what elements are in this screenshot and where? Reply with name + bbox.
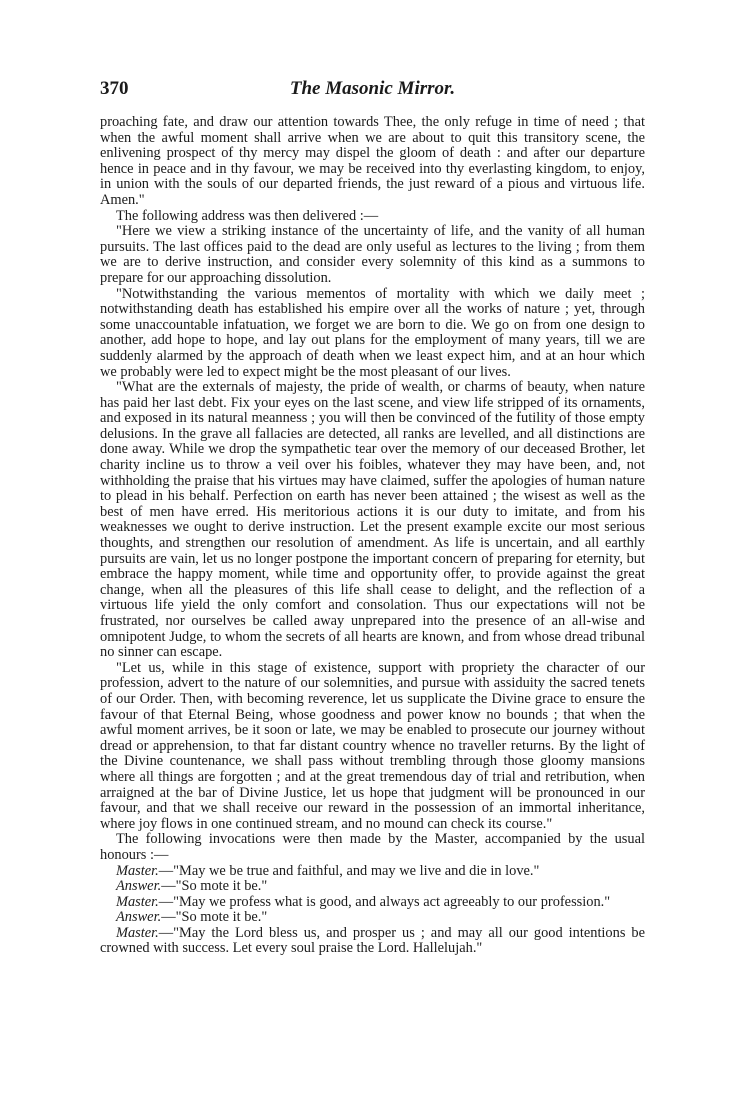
invocation-text: —"May we be true and faithful, and may we live and die in love." [158,862,540,879]
speaker-label: Answer. [116,878,162,895]
invocation-line [100,895,645,911]
invocation-line [100,910,645,926]
invocation-text: —"So mote it be." [161,878,268,895]
article-body [100,115,645,957]
paragraph-address-3: "What are the externals of majesty, the pride of wealth, or charms of beauty, when nature has paid her last debt. Fix your eyes on the last scene, and view life stripped of its ornaments, and exposed in its natural meanness ; you will then be convinced of the futility of those empty delusions. In the grave all fallacies are detected, all ranks are levelled, and all distinctions are done away. While we drop the sympathetic tear over the memory of our deceased Brother, let charity incline us to throw a veil over his foibles, whatever they may have been, and, not withholding the praise that his virtues may have claimed, suffer the apologies of human nature to plead in his behalf. Perfection on earth has never been attained ; the wisest as well as the best of men have erred. His meritorious actions it is our duty to imitate, and from his weaknesses we ought to derive instruction. Let the present example excite our most serious thoughts, and strengthen our resolution of amendment. As life is uncertain, and all earthly pursuits are vain, let us no longer postpone the important concern of preparing for eternity, but embrace the happy moment, while time and opportunity offer, to provide against the great change, when all the pleasures of this life shall cease to delight, and the reflection of a virtuous life yield the only comfort and consolation. Thus our expectations will not be frustrated, nor ourselves be called away unprepared into the presence of an all-wise and omnipotent Judge, to whom the secrets of all hearts are known, and from whose dread tribunal no sinner can escape. [100,379,645,661]
speaker-label: Master. [116,924,159,941]
paragraph-invocations-intro: The following invocations were then made by the Master, accompanied by the usual honours :— [100,831,645,863]
journal-title: The Masonic Mirror. [289,78,456,99]
running-head [100,78,645,102]
paragraph-address-4: "Let us, while in this stage of existence, support with propriety the character of our profession, advert to the nature of our solemnities, and pursue with assiduity the sacred tenets of our Order. Then, with becoming reverence, let us supplicate the Divine grace to ensure the favour of that Eternal Being, whose goodness and power know no bounds ; that when the awful moment arrives, be it soon or late, we may be enabled to prosecute our journey without dread or apprehension, to that far distant country whence no traveller returns. By the light of the Divine countenance, we shall pass without trembling through those gloomy mansions where all things are forgotten ; and at the great tremendous day of trial and retribution, when arraigned at the bar of Divine Justice, let us hope that judgment will be pronounced in our favour, and that we shall receive our reward in the possession of an immortal inheritance, where joy flows in one continued stream, and no mound can check its course." [100,659,645,832]
invocation-line [100,864,645,880]
paragraph-address-1: "Here we view a striking instance of the uncertainty of life, and the vanity of all human pursuits. The last offices paid to the dead are only useful as lectures to the living ; from them we are to derive instruction, and consider every solemnity of this kind as a summons to prepare for our approaching dissolution. [100,223,645,286]
paragraph-address-2: "Notwithstanding the various mementos of mortality with which we daily meet ; notwithstanding death has established his empire over all the works of nature ; yet, through some unaccountable infatuation, we forget we are born to die. We go on from one design to another, add hope to hope, and lay out plans for the employment of many years, till we are suddenly alarmed by the approach of death when we least expect him, and at an hour which we probably were led to expect might be the most pleasant of our lives. [100,285,645,380]
page-number: 370 [100,78,129,99]
invocation-text: —"May the Lord bless us, and prosper us ; and may all our good intentions be crowned with success. Let every soul praise the Lord. Hallelujah." [100,924,645,957]
paragraph-address-intro: The following address was then delivered :— [116,207,379,224]
speaker-label: Answer. [116,909,162,926]
invocation-text: —"So mote it be." [161,909,268,926]
invocations [100,864,645,958]
invocation-line [100,879,645,895]
speaker-label: Master. [116,893,159,910]
invocation-line [100,926,645,957]
paragraph-prayer-end: proaching fate, and draw our attention towards Thee, the only refuge in time of need ; that when the awful moment shall arrive when we are about to quit this transitory scene, the enlivening prospect of thy mercy may dispel the gloom of death : and after our departure hence in peace and in thy favour, we may be received into thy everlasting kingdom, to enjoy, in union with the souls of our departed friends, the just reward of a pious and virtuous life. Amen." [100,114,645,208]
invocation-text: —"May we profess what is good, and always act agreeably to our profession." [158,893,611,910]
speaker-label: Master. [116,862,159,879]
